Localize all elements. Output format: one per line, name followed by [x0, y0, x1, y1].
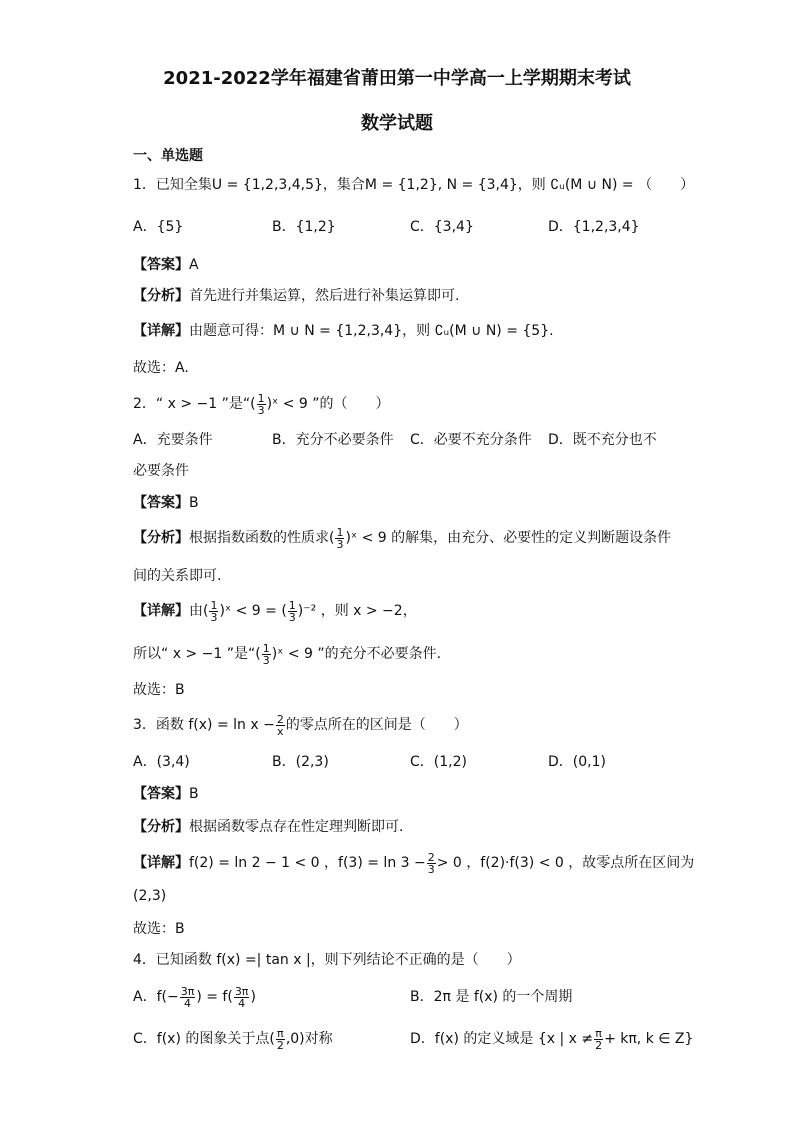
- q2-line2-b: )ˣ < 9 ”的充分不必要条件.: [271, 646, 442, 662]
- q3-detail-b: > 0 ，f(2)·f(3) < 0 ，故零点所在区间为: [436, 855, 695, 871]
- q2-stem: [133, 392, 390, 416]
- q2-detail-c: )⁻² ，则 x > −2，: [297, 603, 417, 619]
- q4-optA-fraction-1: [180, 986, 196, 1009]
- fraction-denominator: 3: [336, 537, 344, 551]
- fraction-denominator: 3: [288, 610, 296, 624]
- q3-stem: [133, 712, 468, 738]
- q3-option-d: D．(0,1): [548, 754, 606, 770]
- q3-stem-b: 的零点所在的区间是（ ）: [285, 717, 468, 733]
- answer-tag: 【答案】: [133, 786, 189, 802]
- fraction-numerator: 1: [288, 598, 296, 612]
- q3-detail-fraction: [427, 852, 436, 875]
- fraction-denominator: 3: [262, 653, 270, 667]
- q4-optA-a: A．f(−: [133, 989, 179, 1005]
- answer-tag: 【答案】: [133, 495, 189, 511]
- q2-line2-fraction: [262, 643, 271, 666]
- q2-analysis: [133, 526, 671, 550]
- fraction-denominator: 2: [276, 1038, 284, 1052]
- q4-option-a: [133, 984, 256, 1010]
- q4-optA-fraction-2: [234, 986, 250, 1009]
- section-heading: 一、单选题: [133, 148, 203, 164]
- q4-optC-b: ,0)对称: [285, 1031, 333, 1047]
- q2-analysis-b: )ˣ < 9 的解集，由充分、必要性的定义判断题设条件: [345, 530, 672, 546]
- fraction-numerator: 3π: [234, 984, 249, 998]
- q2-analysis-a: 根据指数函数的性质求(: [189, 530, 335, 546]
- q4-stem: 4．已知函数 f(x) =| tan x |，则下列结论不正确的是（ ）: [133, 952, 521, 968]
- q3-detail-cont: (2,3): [133, 888, 167, 904]
- q3-stem-fraction: [276, 714, 285, 737]
- q3-option-b: B．(2,3): [272, 754, 329, 770]
- q2-option-a: A．充要条件: [133, 432, 213, 448]
- fraction-denominator: 3: [210, 610, 218, 624]
- q4-optD-fraction: [594, 1028, 603, 1051]
- q2-option-b: B．充分不必要条件: [272, 432, 394, 448]
- fraction-denominator: 2: [595, 1038, 603, 1052]
- q3-detail-a: f(2) = ln 2 − 1 < 0 ，f(3) = ln 3 −: [189, 855, 426, 871]
- q2-answer-value: B: [189, 495, 199, 511]
- q3-answer-value: B: [189, 786, 199, 802]
- q1-option-b: B．{1,2}: [272, 219, 336, 235]
- analysis-tag: 【分析】: [133, 288, 189, 304]
- q1-analysis: [133, 287, 459, 305]
- q4-option-b: B．2π 是 f(x) 的一个周期: [410, 989, 573, 1005]
- q3-option-a: A．(3,4): [133, 754, 190, 770]
- q4-option-d: [410, 1026, 693, 1052]
- fraction-numerator: π: [277, 1026, 284, 1040]
- fraction-denominator: 3: [257, 403, 265, 417]
- fraction-numerator: 3π: [180, 984, 195, 998]
- fraction-numerator: 2: [276, 712, 284, 726]
- fraction-numerator: π: [595, 1026, 602, 1040]
- q2-option-d: D．既不充分也不: [548, 432, 657, 448]
- analysis-tag: 【分析】: [133, 530, 189, 546]
- fraction-denominator: 4: [238, 996, 246, 1010]
- fraction-denominator: 4: [184, 996, 192, 1010]
- fraction-denominator: x: [277, 724, 284, 738]
- q2-choice: 故选：B: [133, 682, 185, 698]
- fraction-numerator: 1: [257, 391, 265, 405]
- q2-stem-fraction: [257, 393, 266, 416]
- q2-line2-a: 所以“ x > −1 ”是“(: [133, 646, 261, 662]
- q2-stem-a: 2．“ x > −1 ”是“(: [133, 396, 256, 412]
- q4-optC-fraction: [276, 1028, 285, 1051]
- detail-tag: 【详解】: [133, 323, 189, 339]
- detail-tag: 【详解】: [133, 855, 189, 871]
- q2-detail-line2: [133, 642, 441, 666]
- q4-optC-a: C．f(x) 的图象关于点(: [133, 1031, 275, 1047]
- q1-analysis-text: 首先进行并集运算，然后进行补集运算即可.: [189, 288, 460, 304]
- q4-option-c: [133, 1026, 333, 1052]
- q4-optA-b: ) = f(: [196, 989, 233, 1005]
- q1-option-c: C．{3,4}: [410, 219, 474, 235]
- q3-analysis: [133, 818, 413, 836]
- q2-analysis-cont: 间的关系即可.: [133, 568, 222, 584]
- q2-option-c: C．必要不充分条件: [410, 432, 532, 448]
- q1-option-a: A．{5}: [133, 219, 184, 235]
- q3-answer: [133, 785, 199, 803]
- q2-detail-a: 由(: [189, 603, 209, 619]
- q2-detail-fraction-1: [209, 600, 218, 623]
- q2-detail-b: )ˣ < 9 = (: [219, 603, 287, 619]
- fraction-denominator: 3: [427, 862, 435, 876]
- page-title: 2021-2022学年福建省莆田第一中学高一上学期期末考试: [163, 68, 631, 89]
- q3-detail: [133, 850, 694, 876]
- q1-answer-value: A: [189, 257, 199, 273]
- q3-choice: 故选：B: [133, 921, 185, 937]
- q2-analysis-fraction: [335, 527, 344, 550]
- q2-detail-fraction-2: [288, 600, 297, 623]
- q2-option-d-cont: 必要条件: [133, 463, 189, 479]
- answer-tag: 【答案】: [133, 257, 189, 273]
- fraction-numerator: 1: [336, 525, 344, 539]
- analysis-tag: 【分析】: [133, 819, 189, 835]
- q1-stem: 1．已知全集U = {1,2,3,4,5}，集合M = {1,2}, N = {3,4}，则 ∁ᵤ(M ∪ N) = （ ）: [133, 177, 695, 193]
- fraction-numerator: 1: [262, 641, 270, 655]
- q4-optA-c: ): [250, 989, 256, 1005]
- q4-optD-a: D．f(x) 的定义域是 {x | x ≠: [410, 1031, 594, 1047]
- fraction-numerator: 2: [427, 850, 435, 864]
- page-subtitle: 数学试题: [361, 113, 433, 134]
- q1-choice: 故选：A.: [133, 360, 189, 376]
- detail-tag: 【详解】: [133, 603, 189, 619]
- q4-optD-b: + kπ, k ∈ Z}: [604, 1031, 694, 1047]
- q3-option-c: C．(1,2): [410, 754, 467, 770]
- fraction-numerator: 1: [210, 598, 218, 612]
- q2-stem-b: )ˣ < 9 ”的（ ）: [266, 396, 390, 412]
- q3-stem-a: 3．函数 f(x) = ln x −: [133, 717, 275, 733]
- q2-detail: [133, 599, 417, 623]
- q1-option-d: D．{1,2,3,4}: [548, 219, 640, 235]
- q1-detail: [133, 322, 554, 340]
- q2-answer: [133, 494, 199, 512]
- q3-analysis-text: 根据函数零点存在性定理判断即可．: [189, 819, 413, 835]
- q1-detail-text: 由题意可得：M ∪ N = {1,2,3,4}，则 ∁ᵤ(M ∪ N) = {5}.: [189, 323, 554, 339]
- q1-answer: [133, 256, 199, 274]
